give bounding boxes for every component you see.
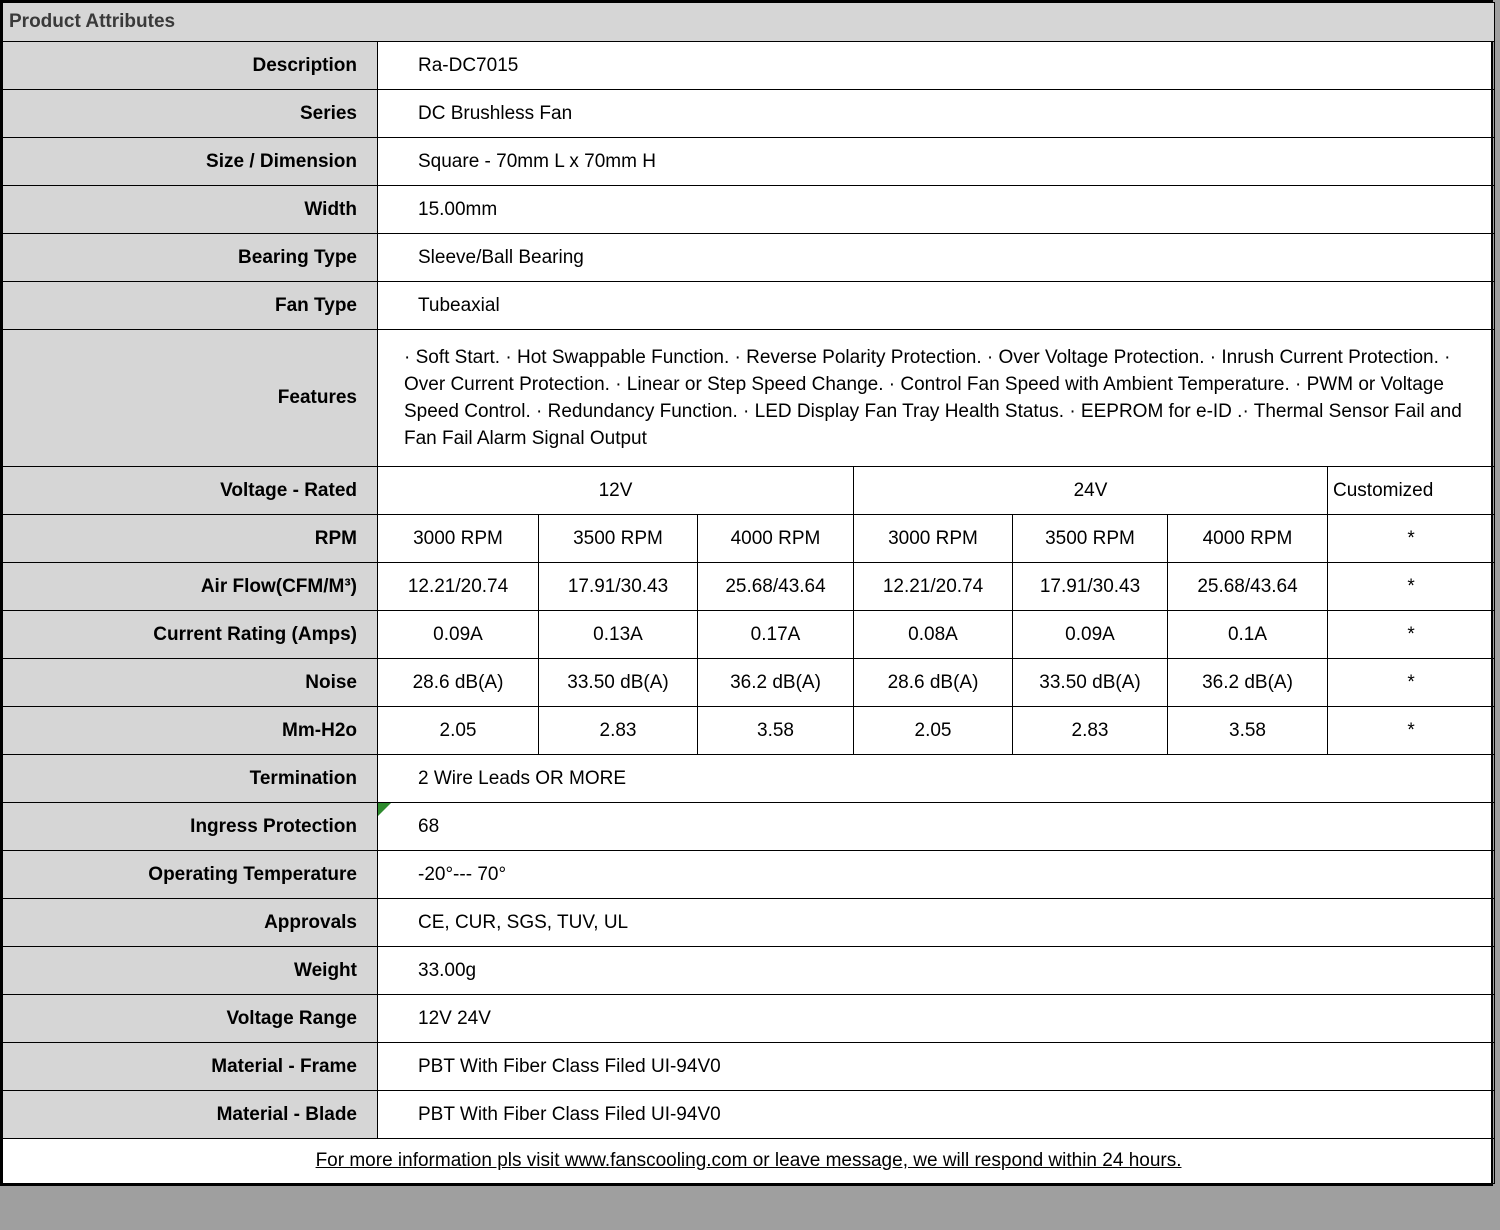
spec-cell: 25.68/43.64 (698, 563, 854, 611)
row-value: 2 Wire Leads OR MORE (378, 755, 1495, 803)
spec-cell: * (1328, 563, 1495, 611)
spec-cell: 3500 RPM (1013, 515, 1168, 563)
table-row-material-blade (3, 1091, 1495, 1139)
spec-cell: 12.21/20.74 (854, 563, 1013, 611)
row-label: Features (3, 330, 378, 467)
row-value (378, 803, 1495, 851)
product-attributes-table (2, 2, 1495, 1184)
row-label: Ingress Protection (3, 803, 378, 851)
spec-cell: 3000 RPM (378, 515, 539, 563)
spec-cell: 36.2 dB(A) (698, 659, 854, 707)
spec-cell: 3.58 (1168, 707, 1328, 755)
row-label: Operating Temperature (3, 851, 378, 899)
spec-cell: 4000 RPM (1168, 515, 1328, 563)
row-label: Air Flow(CFM/M³) (3, 563, 378, 611)
row-label: Material - Frame (3, 1043, 378, 1091)
row-value: Tubeaxial (378, 282, 1495, 330)
spec-cell: 0.1A (1168, 611, 1328, 659)
spec-cell: 2.83 (539, 707, 698, 755)
features-text: · Soft Start. · Hot Swappable Function. · Reverse Polarity Protection. · Over Voltage Protection. · Inrush Current Protection. · Over Current Protection. · Linear or Step Speed Change. · Control Fan Speed with Ambient Temperature. · PWM or Voltage Speed Control. · Redundancy Function. · LED Display Fan Tray Health Status. · EEPROM for e-ID .· Thermal Sensor Fail and Fan Fail Alarm Signal Output (378, 330, 1495, 467)
row-value: DC Brushless Fan (378, 90, 1495, 138)
row-label: Termination (3, 755, 378, 803)
spec-cell: 0.08A (854, 611, 1013, 659)
row-value: 12V 24V (378, 995, 1495, 1043)
table-row-width (3, 186, 1495, 234)
spec-cell: 25.68/43.64 (1168, 563, 1328, 611)
ingress-protection-value: 68 (418, 815, 440, 837)
row-label: Width (3, 186, 378, 234)
row-value: CE, CUR, SGS, TUV, UL (378, 899, 1495, 947)
row-label: Material - Blade (3, 1091, 378, 1139)
table-row-ingress-protection (3, 803, 1495, 851)
spec-cell: * (1328, 611, 1495, 659)
voltage-group-24v: 24V (854, 467, 1328, 515)
table-row-features (3, 330, 1495, 467)
page-title: Product Attributes (3, 3, 1495, 42)
row-label: Noise (3, 659, 378, 707)
table-row-approvals (3, 899, 1495, 947)
spec-cell: 3500 RPM (539, 515, 698, 563)
spec-cell: 28.6 dB(A) (854, 659, 1013, 707)
table-row-size-dimension (3, 138, 1495, 186)
spec-cell: 0.13A (539, 611, 698, 659)
row-value: PBT With Fiber Class Filed UI-94V0 (378, 1091, 1495, 1139)
spec-cell: 0.09A (1013, 611, 1168, 659)
table-row-material-frame (3, 1043, 1495, 1091)
row-value: Sleeve/Ball Bearing (378, 234, 1495, 282)
row-label: Fan Type (3, 282, 378, 330)
row-label: RPM (3, 515, 378, 563)
row-label: Size / Dimension (3, 138, 378, 186)
spec-cell: 3.58 (698, 707, 854, 755)
footer-info-link[interactable]: For more information pls visit www.fanscooling.com or leave message, we will respond within 24 hours. (315, 1150, 1182, 1171)
spec-cell: 4000 RPM (698, 515, 854, 563)
title-row (3, 3, 1495, 42)
row-label: Mm-H2o (3, 707, 378, 755)
table-row-mm-h2o (3, 707, 1495, 755)
table-row-weight (3, 947, 1495, 995)
table-row-rpm (3, 515, 1495, 563)
row-label: Voltage Range (3, 995, 378, 1043)
row-label: Weight (3, 947, 378, 995)
spec-cell: 2.05 (378, 707, 539, 755)
row-value: -20°--- 70° (378, 851, 1495, 899)
row-label: Bearing Type (3, 234, 378, 282)
footer-cell (3, 1139, 1495, 1184)
voltage-group-customized: Customized (1328, 467, 1495, 515)
table-row-series (3, 90, 1495, 138)
row-value: 33.00g (378, 947, 1495, 995)
spec-cell: * (1328, 515, 1495, 563)
table-row-voltage-rated (3, 467, 1495, 515)
spec-cell: 28.6 dB(A) (378, 659, 539, 707)
row-label: Voltage - Rated (3, 467, 378, 515)
spec-cell: 17.91/30.43 (1013, 563, 1168, 611)
spec-cell: 2.83 (1013, 707, 1168, 755)
table-row-bearing-type (3, 234, 1495, 282)
row-value: Ra-DC7015 (378, 42, 1495, 90)
row-value: 15.00mm (378, 186, 1495, 234)
row-label: Series (3, 90, 378, 138)
spec-cell: 33.50 dB(A) (539, 659, 698, 707)
spec-cell: 12.21/20.74 (378, 563, 539, 611)
table-row-description (3, 42, 1495, 90)
spec-cell: 33.50 dB(A) (1013, 659, 1168, 707)
voltage-group-12v: 12V (378, 467, 854, 515)
spec-cell: 2.05 (854, 707, 1013, 755)
row-label: Approvals (3, 899, 378, 947)
table-row-voltage-range (3, 995, 1495, 1043)
spec-cell: 0.09A (378, 611, 539, 659)
spec-cell: * (1328, 707, 1495, 755)
footer-row (3, 1139, 1495, 1184)
green-corner-marker-icon (378, 803, 391, 816)
spec-cell: 17.91/30.43 (539, 563, 698, 611)
row-value: Square - 70mm L x 70mm H (378, 138, 1495, 186)
table-row-air-flow (3, 563, 1495, 611)
table-row-termination (3, 755, 1495, 803)
table-row-current-rating (3, 611, 1495, 659)
row-value: PBT With Fiber Class Filed UI-94V0 (378, 1043, 1495, 1091)
spec-cell: 3000 RPM (854, 515, 1013, 563)
spec-cell: 36.2 dB(A) (1168, 659, 1328, 707)
spec-cell: 0.17A (698, 611, 854, 659)
table-row-operating-temperature (3, 851, 1495, 899)
table-row-fan-type (3, 282, 1495, 330)
spec-cell: * (1328, 659, 1495, 707)
table-row-noise (3, 659, 1495, 707)
row-label: Description (3, 42, 378, 90)
row-label: Current Rating (Amps) (3, 611, 378, 659)
